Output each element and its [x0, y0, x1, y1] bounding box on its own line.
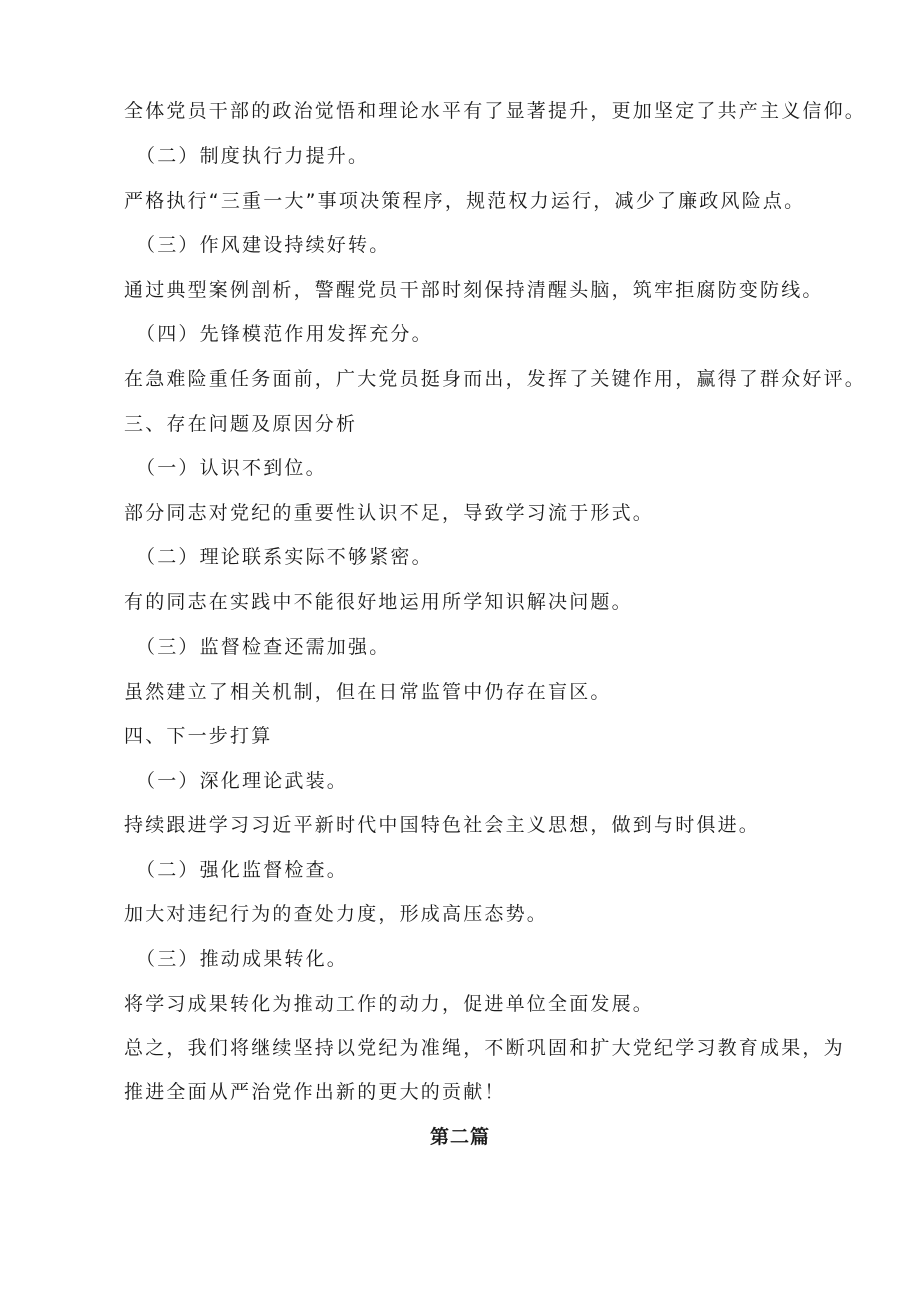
subheading-line: （二）理论联系实际不够紧密。: [136, 546, 433, 568]
paragraph-line: 通过典型案例剖析，警醒党员干部时刻保持清醒头脑，筑牢拒腐防变防线。: [124, 279, 824, 301]
paragraph-line: 有的同志在实践中不能很好地运用所学知识解决问题。: [124, 591, 633, 613]
subheading-line: （三）推动成果转化。: [136, 948, 349, 970]
paragraph-line: 虽然建立了相关机制，但在日常监管中仍存在盲区。: [124, 681, 612, 703]
paragraph-line: 部分同志对党纪的重要性认识不足，导致学习流于形式。: [124, 502, 655, 524]
paragraph-line: 持续跟进学习习近平新时代中国特色社会主义思想，做到与时俱进。: [124, 814, 761, 836]
paragraph-line: 严格执行“三重一大”事项决策程序，规范权力运行，减少了廉政风险点。: [124, 190, 806, 212]
paragraph-line: 总之，我们将继续坚持以党纪为准绳，不断巩固和扩大党纪学习教育成果，为: [124, 1037, 845, 1059]
section-heading: 四、下一步打算: [124, 725, 273, 747]
subheading-line: （三）作风建设持续好转。: [136, 234, 391, 256]
section-title: 第二篇: [429, 1126, 490, 1148]
subheading-line: （一）深化理论武装。: [136, 770, 349, 792]
subheading-line: （二）强化监督检查。: [136, 859, 349, 881]
paragraph-line: 在急难险重任务面前，广大党员挺身而出，发挥了关键作用，赢得了群众好评。: [124, 368, 867, 390]
subheading-line: （一）认识不到位。: [136, 457, 327, 479]
paragraph-line: 加大对违纪行为的查处力度，形成高压态势。: [124, 903, 549, 925]
paragraph-line: 全体党员干部的政治觉悟和理论水平有了显著提升，更加坚定了共产主义信仰。: [124, 100, 867, 122]
subheading-line: （四）先锋模范作用发挥充分。: [136, 323, 433, 345]
paragraph-line: 将学习成果转化为推动工作的动力，促进单位全面发展。: [124, 993, 655, 1015]
section-heading: 三、存在问题及原因分析: [124, 413, 358, 435]
subheading-line: （三）监督检查还需加强。: [136, 636, 391, 658]
subheading-line: （二）制度执行力提升。: [136, 145, 370, 167]
paragraph-line: 推进全面从严治党作出新的更大的贡献！: [124, 1081, 506, 1103]
